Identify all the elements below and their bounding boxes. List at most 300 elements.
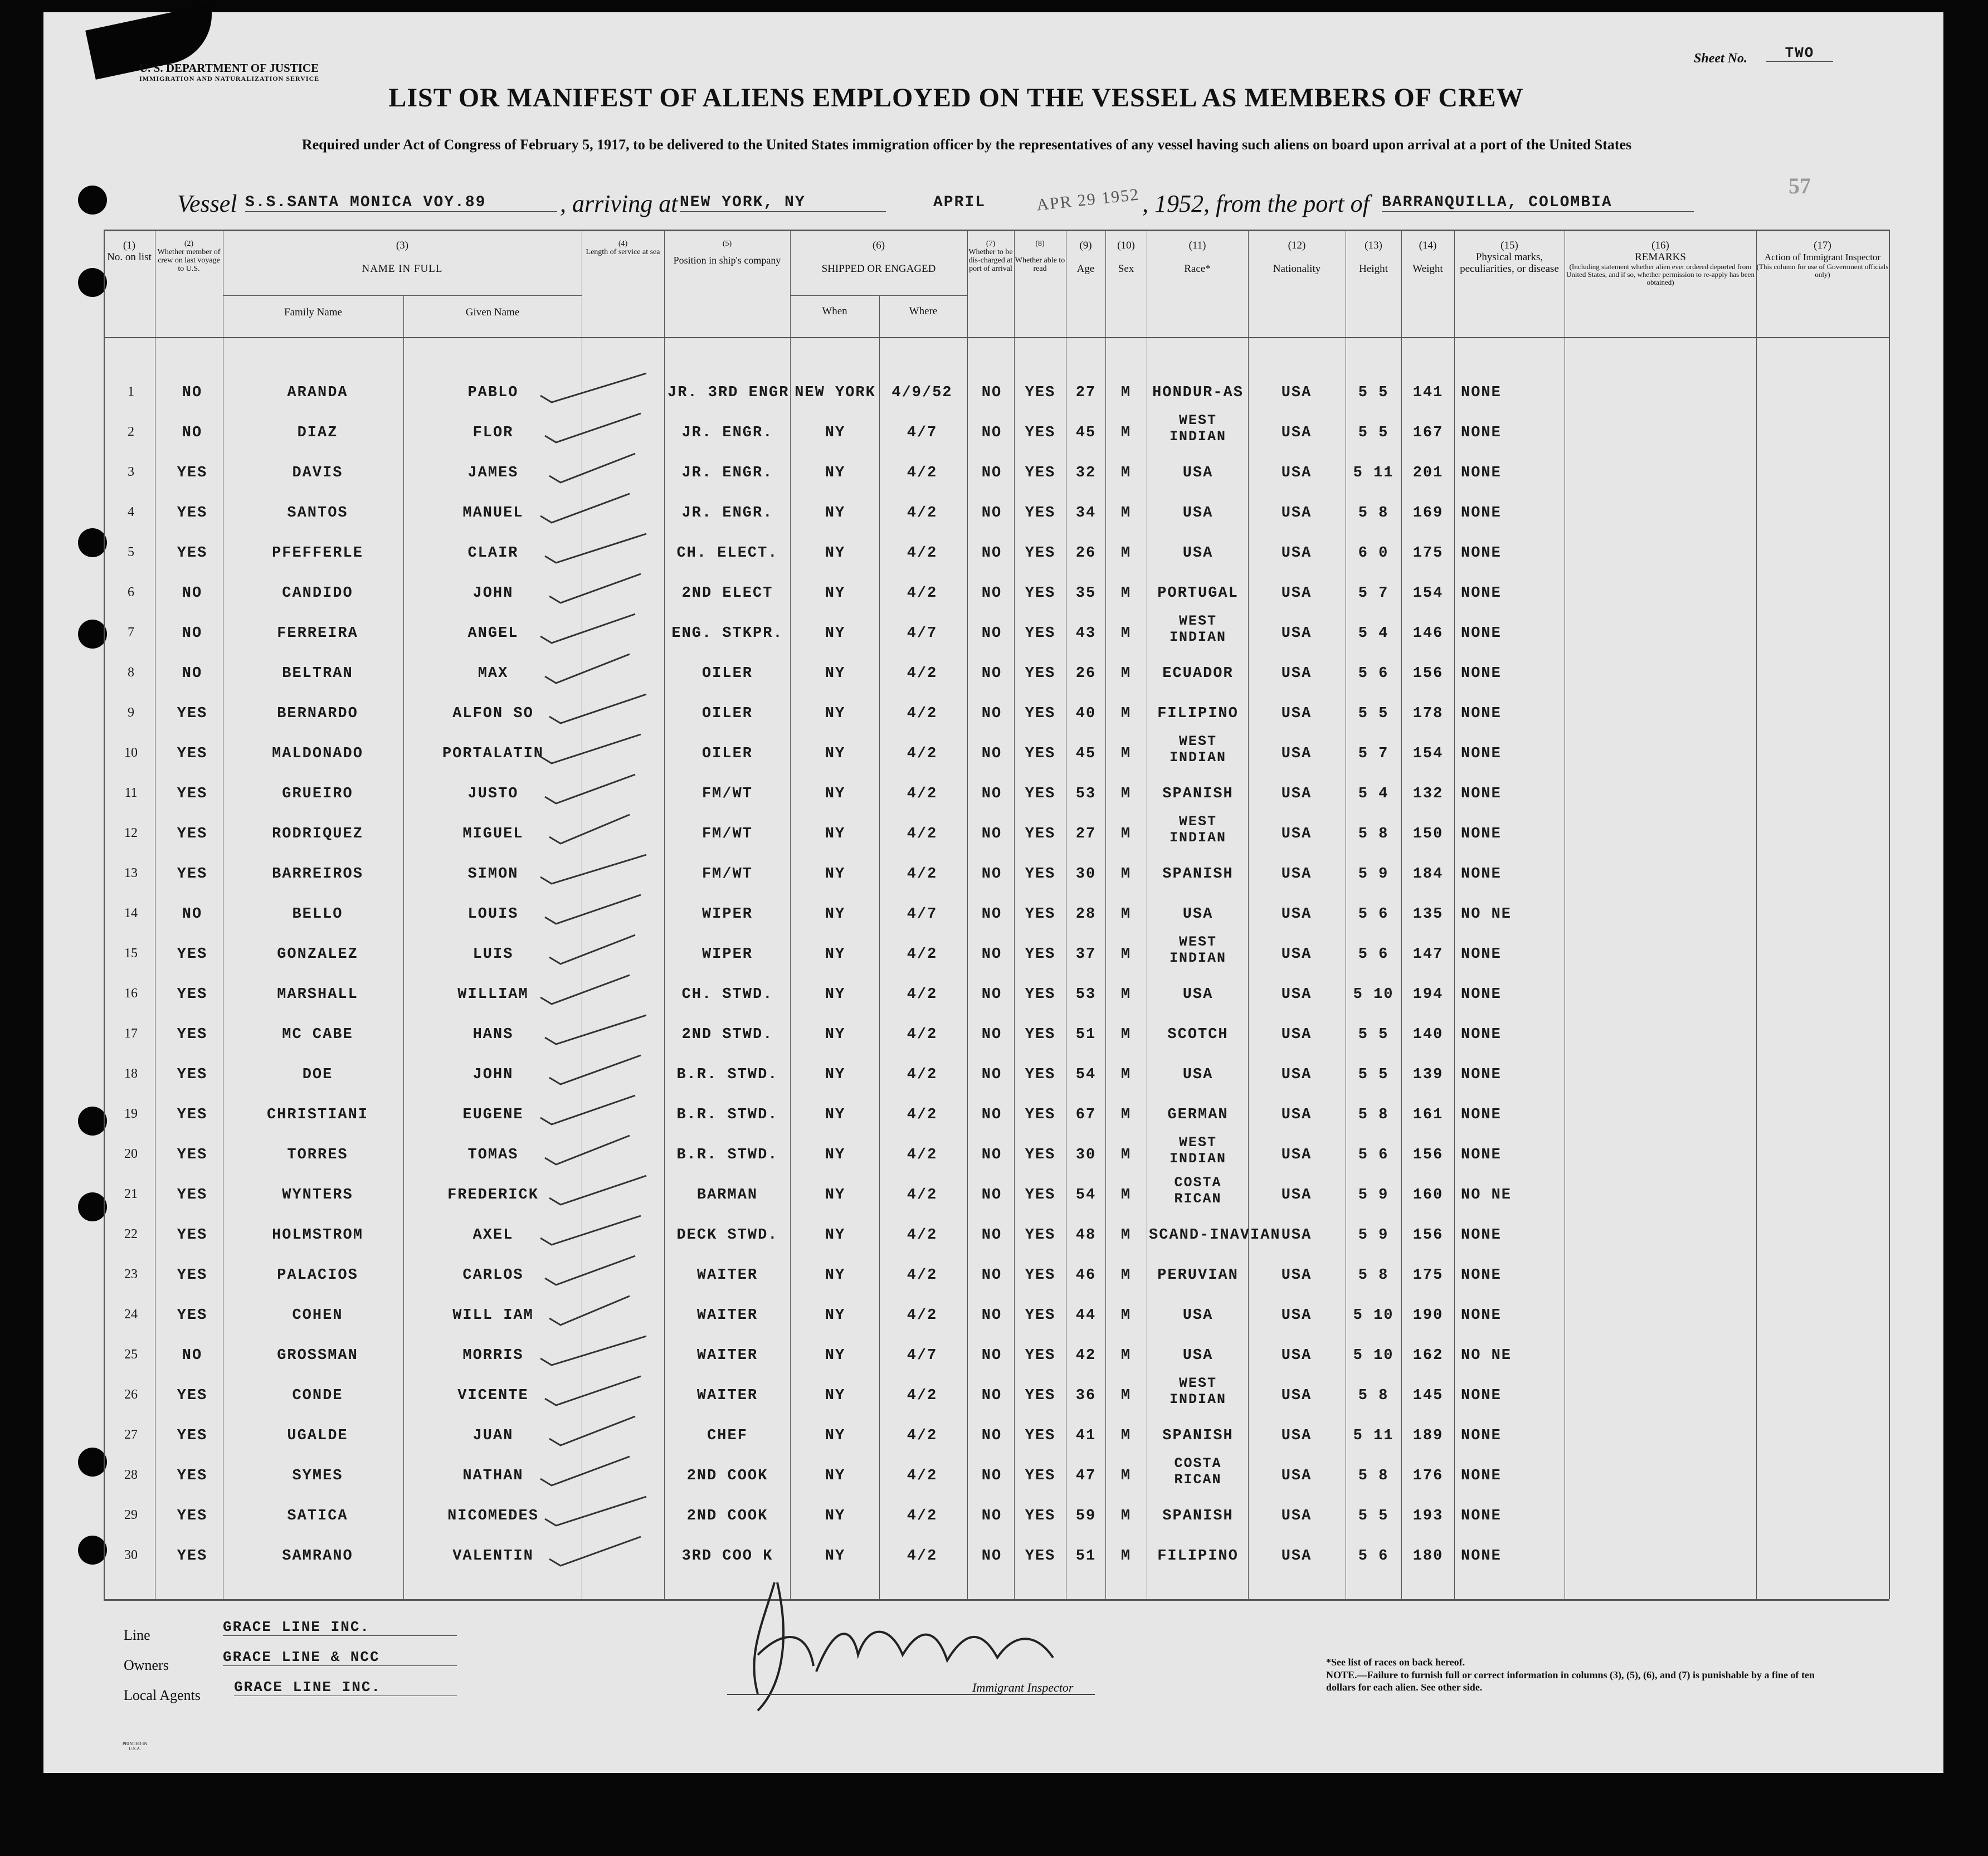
crew-no: 26 — [124, 1387, 138, 1402]
col-number: (14) — [1419, 240, 1437, 251]
can-read: YES — [1025, 746, 1056, 762]
col-title: Weight — [1412, 263, 1443, 275]
col-number: (17) — [1814, 240, 1831, 251]
table-row — [0, 1296, 1988, 1336]
family-name: MC CABE — [282, 1026, 353, 1043]
race: SCOTCH — [1167, 1026, 1229, 1043]
race: GERMAN — [1167, 1107, 1229, 1123]
age: 43 — [1075, 625, 1097, 642]
crew-no: 27 — [124, 1428, 138, 1442]
given-name: MANUEL — [462, 505, 524, 522]
weight: 150 — [1412, 826, 1444, 842]
last-voyage: YES — [177, 786, 208, 802]
table-row — [0, 975, 1988, 1015]
nationality: USA — [1281, 746, 1312, 762]
sex: M — [1120, 786, 1132, 802]
family-name: FERREIRA — [277, 625, 358, 642]
last-voyage: YES — [177, 505, 208, 522]
height: 5 5 — [1358, 1066, 1389, 1083]
age: 42 — [1075, 1347, 1097, 1364]
discharged: NO — [981, 1026, 1002, 1043]
height: 5 8 — [1358, 826, 1389, 842]
family-name: DOE — [302, 1066, 333, 1083]
age: 34 — [1075, 505, 1097, 522]
physical-marks: NONE — [1461, 705, 1502, 722]
shipped-where: 4/2 — [907, 986, 938, 1003]
position: ENG. STKPR. — [671, 625, 783, 642]
age: 47 — [1075, 1468, 1097, 1484]
crew-no: 11 — [124, 786, 138, 800]
crew-no: 17 — [124, 1026, 138, 1041]
physical-marks: NONE — [1461, 1468, 1502, 1484]
col15-header — [1454, 240, 1565, 275]
height: 5 6 — [1358, 1147, 1389, 1163]
crew-no: 13 — [124, 866, 138, 880]
nationality: USA — [1281, 826, 1312, 842]
can-read: YES — [1025, 1147, 1056, 1163]
shipped-when: NY — [825, 585, 846, 602]
table-row — [0, 494, 1988, 534]
weight: 156 — [1412, 1147, 1444, 1163]
discharged: NO — [981, 1066, 1002, 1083]
given-name: SIMON — [467, 866, 519, 883]
agents-value: GRACE LINE INC. — [234, 1679, 457, 1696]
tick-mark — [549, 1176, 646, 1205]
physical-marks: NONE — [1461, 384, 1502, 401]
col-title: NAME IN FULL — [362, 263, 443, 275]
shipped-where: 4/2 — [907, 1227, 938, 1244]
family-name: MALDONADO — [272, 746, 363, 762]
shipped-subheader-rule — [790, 295, 967, 296]
col-number: (6) — [872, 240, 885, 251]
tick-mark — [545, 1136, 630, 1165]
position: CH. STWD. — [681, 986, 773, 1003]
given-name: ANGEL — [467, 625, 519, 642]
tick-mark — [549, 1537, 641, 1566]
col-title: Whether to be dis-charged at port of arrival — [968, 248, 1013, 273]
crew-no: 5 — [128, 545, 134, 559]
owners-value: GRACE LINE & NCC — [223, 1649, 457, 1666]
age: 40 — [1075, 705, 1097, 722]
can-read: YES — [1025, 866, 1056, 883]
family-name: GROSSMAN — [277, 1347, 358, 1364]
position: 2ND ELECT — [681, 585, 773, 602]
tick-mark — [545, 895, 641, 924]
table-row — [0, 774, 1988, 815]
can-read: YES — [1025, 465, 1056, 481]
tick-mark — [549, 1296, 630, 1325]
crew-no: 20 — [124, 1147, 138, 1161]
position: 3RD COO K — [681, 1548, 773, 1565]
weight: 160 — [1412, 1187, 1444, 1204]
sex: M — [1120, 1428, 1132, 1444]
weight: 201 — [1412, 465, 1444, 481]
shipped-where: 4/2 — [907, 1026, 938, 1043]
col2-header — [155, 240, 223, 273]
shipped-when: NY — [825, 1267, 846, 1284]
race: PORTUGAL — [1157, 585, 1239, 602]
discharged: NO — [981, 1227, 1002, 1244]
shipped-where: 4/2 — [907, 1147, 938, 1163]
discharged: NO — [981, 384, 1002, 401]
physical-marks: NONE — [1461, 786, 1502, 802]
tick-mark — [545, 534, 646, 563]
col3a-header: Family Name — [284, 306, 342, 318]
corner-number: 57 — [1789, 173, 1811, 198]
nationality: USA — [1281, 505, 1312, 522]
physical-marks: NONE — [1461, 1387, 1502, 1404]
weight: 176 — [1412, 1468, 1444, 1484]
crew-no: 6 — [128, 585, 134, 600]
position: B.R. STWD. — [676, 1107, 778, 1123]
discharged: NO — [981, 906, 1002, 923]
tick-mark — [545, 1497, 646, 1526]
crew-no: 30 — [124, 1548, 138, 1562]
sex: M — [1120, 1468, 1132, 1484]
nationality: USA — [1281, 946, 1312, 963]
vessel-name: S.S.SANTA MONICA VOY.89 — [245, 194, 557, 212]
col13-header — [1346, 240, 1401, 275]
table-row — [0, 534, 1988, 574]
crew-no: 12 — [124, 826, 138, 840]
nationality: USA — [1281, 1548, 1312, 1565]
sex: M — [1120, 1267, 1132, 1284]
col-title: No. on list — [107, 251, 152, 263]
table-row — [0, 454, 1988, 494]
crew-no: 9 — [128, 705, 134, 720]
race: ECUADOR — [1162, 665, 1234, 682]
crew-no: 16 — [124, 986, 138, 1001]
weight: 180 — [1412, 1548, 1444, 1565]
race: WEST INDIAN — [1169, 733, 1226, 766]
position: OILER — [701, 746, 753, 762]
sex: M — [1120, 505, 1132, 522]
col16-header — [1565, 240, 1756, 286]
weight: 156 — [1412, 1227, 1444, 1244]
printer-mark: PRINTED IN U.S.A. — [122, 1741, 148, 1751]
can-read: YES — [1025, 1026, 1056, 1043]
tick-mark — [549, 815, 630, 844]
table-row — [0, 1456, 1988, 1497]
shipped-when: NY — [825, 746, 846, 762]
height: 5 8 — [1358, 1468, 1389, 1484]
race: SPANISH — [1162, 1428, 1234, 1444]
height: 5 10 — [1353, 1347, 1394, 1364]
age: 41 — [1075, 1428, 1097, 1444]
shipped-when: NY — [825, 665, 846, 682]
physical-marks: NONE — [1461, 1428, 1502, 1444]
arrival-month: APRIL — [933, 194, 986, 211]
nationality: USA — [1281, 384, 1312, 401]
position: B.R. STWD. — [676, 1147, 778, 1163]
last-voyage: YES — [177, 705, 208, 722]
discharged: NO — [981, 1147, 1002, 1163]
discharged: NO — [981, 1187, 1002, 1204]
race: HONDUR-AS — [1152, 384, 1244, 401]
family-name: GONZALEZ — [277, 946, 358, 963]
nationality: USA — [1281, 1508, 1312, 1524]
discharged: NO — [981, 1428, 1002, 1444]
position: FM/WT — [701, 866, 753, 883]
tick-mark — [545, 654, 630, 683]
discharged: NO — [981, 545, 1002, 562]
race: USA — [1182, 1066, 1214, 1083]
weight: 189 — [1412, 1428, 1444, 1444]
col-number: (1) — [123, 240, 136, 251]
physical-marks: NONE — [1461, 425, 1502, 441]
age: 54 — [1075, 1187, 1097, 1204]
col-number: (12) — [1288, 240, 1306, 251]
position: WAITER — [696, 1267, 758, 1284]
crew-no: 8 — [128, 665, 134, 680]
race: WEST INDIAN — [1169, 934, 1226, 966]
given-name: TOMAS — [467, 1147, 519, 1163]
can-read: YES — [1025, 1307, 1056, 1324]
shipped-where: 4/2 — [907, 665, 938, 682]
shipped-where: 4/2 — [907, 545, 938, 562]
can-read: YES — [1025, 906, 1056, 923]
weight: 169 — [1412, 505, 1444, 522]
can-read: YES — [1025, 1468, 1056, 1484]
col-number: (13) — [1365, 240, 1382, 251]
last-voyage: NO — [182, 1347, 203, 1364]
discharged: NO — [981, 866, 1002, 883]
last-voyage: YES — [177, 866, 208, 883]
form-title: LIST OR MANIFEST OF ALIENS EMPLOYED ON THE VESSEL AS MEMBERS OF CREW — [388, 83, 1524, 113]
can-read: YES — [1025, 1107, 1056, 1123]
physical-marks: NONE — [1461, 1508, 1502, 1524]
can-read: YES — [1025, 1548, 1056, 1565]
tick-mark — [540, 494, 630, 523]
table-row — [0, 413, 1988, 454]
height: 5 6 — [1358, 665, 1389, 682]
discharged: NO — [981, 986, 1002, 1003]
given-name: LUIS — [472, 946, 514, 963]
shipped-when: NY — [825, 786, 846, 802]
shipped-where: 4/2 — [907, 1508, 938, 1524]
table-row — [0, 1416, 1988, 1456]
col-number: (2) — [184, 240, 194, 248]
height: 5 5 — [1358, 705, 1389, 722]
age: 59 — [1075, 1508, 1097, 1524]
can-read: YES — [1025, 384, 1056, 401]
height: 5 9 — [1358, 1187, 1389, 1204]
shipped-where: 4/2 — [907, 946, 938, 963]
height: 6 0 — [1358, 545, 1389, 562]
age: 48 — [1075, 1227, 1097, 1244]
can-read: YES — [1025, 425, 1056, 441]
table-row — [0, 373, 1988, 413]
height: 5 8 — [1358, 505, 1389, 522]
position: B.R. STWD. — [676, 1066, 778, 1083]
table-row — [0, 1216, 1988, 1256]
age: 36 — [1075, 1387, 1097, 1404]
height: 5 6 — [1358, 946, 1389, 963]
sex: M — [1120, 465, 1132, 481]
race: SPANISH — [1162, 786, 1234, 802]
last-voyage: YES — [177, 1267, 208, 1284]
shipped-when: NY — [825, 1147, 846, 1163]
discharged: NO — [981, 786, 1002, 802]
can-read: YES — [1025, 1187, 1056, 1204]
col-number: (5) — [722, 240, 732, 248]
last-voyage: YES — [177, 1307, 208, 1324]
given-name: ALFON SO — [452, 705, 534, 722]
last-voyage: YES — [177, 1428, 208, 1444]
binder-hole — [78, 186, 107, 215]
physical-marks: NONE — [1461, 1066, 1502, 1083]
height: 5 11 — [1353, 1428, 1394, 1444]
weight: 132 — [1412, 786, 1444, 802]
last-voyage: YES — [177, 1187, 208, 1204]
family-name: UGALDE — [287, 1428, 348, 1444]
age: 53 — [1075, 786, 1097, 802]
owners-label: Owners — [124, 1657, 169, 1673]
given-name: LOUIS — [467, 906, 519, 923]
shipped-where: 4/7 — [907, 906, 938, 923]
race: FILIPINO — [1157, 1548, 1239, 1565]
race: WEST INDIAN — [1169, 813, 1226, 846]
binder-hole — [78, 268, 107, 297]
discharged: NO — [981, 1267, 1002, 1284]
shipped-where: 4/2 — [907, 1387, 938, 1404]
tick-mark — [545, 1376, 641, 1405]
discharged: NO — [981, 425, 1002, 441]
col1-header — [104, 240, 155, 263]
shipped-where: 4/2 — [907, 1107, 938, 1123]
physical-marks: NONE — [1461, 946, 1502, 963]
physical-marks: NONE — [1461, 665, 1502, 682]
position: OILER — [701, 705, 753, 722]
col3b-header: Given Name — [465, 306, 520, 318]
inspector-signature — [724, 1560, 1103, 1727]
given-name: WILLIAM — [457, 986, 529, 1003]
shipped-where: 4/2 — [907, 1307, 938, 1324]
line-value: GRACE LINE INC. — [223, 1619, 457, 1636]
table-row — [0, 574, 1988, 614]
tick-mark — [545, 413, 641, 442]
can-read: YES — [1025, 1508, 1056, 1524]
given-name: FREDERICK — [447, 1187, 539, 1204]
weight: 139 — [1412, 1066, 1444, 1083]
shipped-where: 4/7 — [907, 625, 938, 642]
agency-name: U. S. DEPARTMENT OF JUSTICE — [139, 61, 319, 75]
height: 5 5 — [1358, 1026, 1389, 1043]
height: 5 10 — [1353, 1307, 1394, 1324]
tick-mark — [549, 574, 641, 603]
col-number: (9) — [1079, 240, 1092, 251]
crew-no: 24 — [124, 1307, 138, 1322]
race: WEST INDIAN — [1169, 1134, 1226, 1167]
age: 26 — [1075, 665, 1097, 682]
age: 44 — [1075, 1307, 1097, 1324]
shipped-where: 4/2 — [907, 1548, 938, 1565]
can-read: YES — [1025, 1387, 1056, 1404]
position: WAITER — [696, 1387, 758, 1404]
crew-no: 15 — [124, 946, 138, 961]
col12-header — [1248, 240, 1346, 275]
weight: 154 — [1412, 585, 1444, 602]
sex: M — [1120, 1187, 1132, 1204]
col-number: (10) — [1117, 240, 1135, 251]
agency-service: IMMIGRATION AND NATURALIZATION SERVICE — [139, 75, 320, 82]
table-row — [0, 734, 1988, 774]
col-title: Race* — [1184, 263, 1211, 275]
discharged: NO — [981, 1107, 1002, 1123]
race: USA — [1182, 465, 1214, 481]
shipped-when: NY — [825, 986, 846, 1003]
col-number: (7) — [986, 240, 996, 248]
race: USA — [1182, 545, 1214, 562]
col-title: Length of service at sea — [586, 248, 660, 256]
discharged: NO — [981, 746, 1002, 762]
nationality: USA — [1281, 1468, 1312, 1484]
race: USA — [1182, 505, 1214, 522]
inspector-label: Immigrant Inspector — [972, 1680, 1074, 1694]
nationality: USA — [1281, 465, 1312, 481]
col-title: Height — [1359, 263, 1388, 275]
physical-marks: NONE — [1461, 1026, 1502, 1043]
shipped-where: 4/7 — [907, 1347, 938, 1364]
family-name: GRUEIRO — [282, 786, 353, 802]
col7-header — [967, 240, 1014, 273]
sex: M — [1120, 986, 1132, 1003]
height: 5 4 — [1358, 786, 1389, 802]
last-voyage: YES — [177, 746, 208, 762]
family-name: BARREIROS — [272, 866, 363, 883]
discharged: NO — [981, 705, 1002, 722]
can-read: YES — [1025, 1267, 1056, 1284]
crew-no: 22 — [124, 1227, 138, 1241]
age: 30 — [1075, 866, 1097, 883]
position: CH. ELECT. — [676, 545, 778, 562]
given-name: JOHN — [472, 585, 514, 602]
given-name: PABLO — [467, 384, 519, 401]
sex: M — [1120, 665, 1132, 682]
position: FM/WT — [701, 786, 753, 802]
given-name: WILL IAM — [452, 1307, 534, 1324]
given-name: CLAIR — [467, 545, 519, 562]
physical-marks: NONE — [1461, 746, 1502, 762]
crew-no: 25 — [124, 1347, 138, 1362]
given-name: EUGENE — [462, 1107, 524, 1123]
tick-mark — [540, 614, 635, 643]
col-subtitle: (Including statement whether alien ever ordered deported from United States, and if so, whether permission to re-apply has been obtained) — [1566, 262, 1755, 286]
last-voyage: YES — [177, 1227, 208, 1244]
family-name: DAVIS — [292, 465, 343, 481]
can-read: YES — [1025, 1227, 1056, 1244]
from-label: , from the port of — [1203, 190, 1370, 217]
sex: M — [1120, 866, 1132, 883]
last-voyage: YES — [177, 1066, 208, 1083]
tick-mark — [540, 373, 646, 402]
col-title: Action of Immigrant Inspector — [1764, 252, 1881, 262]
tick-mark — [545, 1256, 635, 1285]
height: 5 6 — [1358, 1548, 1389, 1565]
sex: M — [1120, 1508, 1132, 1524]
table-row — [0, 895, 1988, 935]
tick-mark — [540, 1336, 646, 1365]
crew-no: 18 — [124, 1066, 138, 1081]
shipped-where: 4/2 — [907, 505, 938, 522]
penalty-note: NOTE.—Failure to furnish full or correct information in columns (3), (5), (6), and (7) is punishable by a fine of ten dollars for each alien. See other side. — [1326, 1669, 1815, 1693]
family-name: BELLO — [292, 906, 343, 923]
tick-mark — [549, 1416, 635, 1445]
col8-header — [1014, 240, 1066, 273]
family-name: BELTRAN — [282, 665, 353, 682]
height: 5 8 — [1358, 1107, 1389, 1123]
given-name: AXEL — [472, 1227, 514, 1244]
